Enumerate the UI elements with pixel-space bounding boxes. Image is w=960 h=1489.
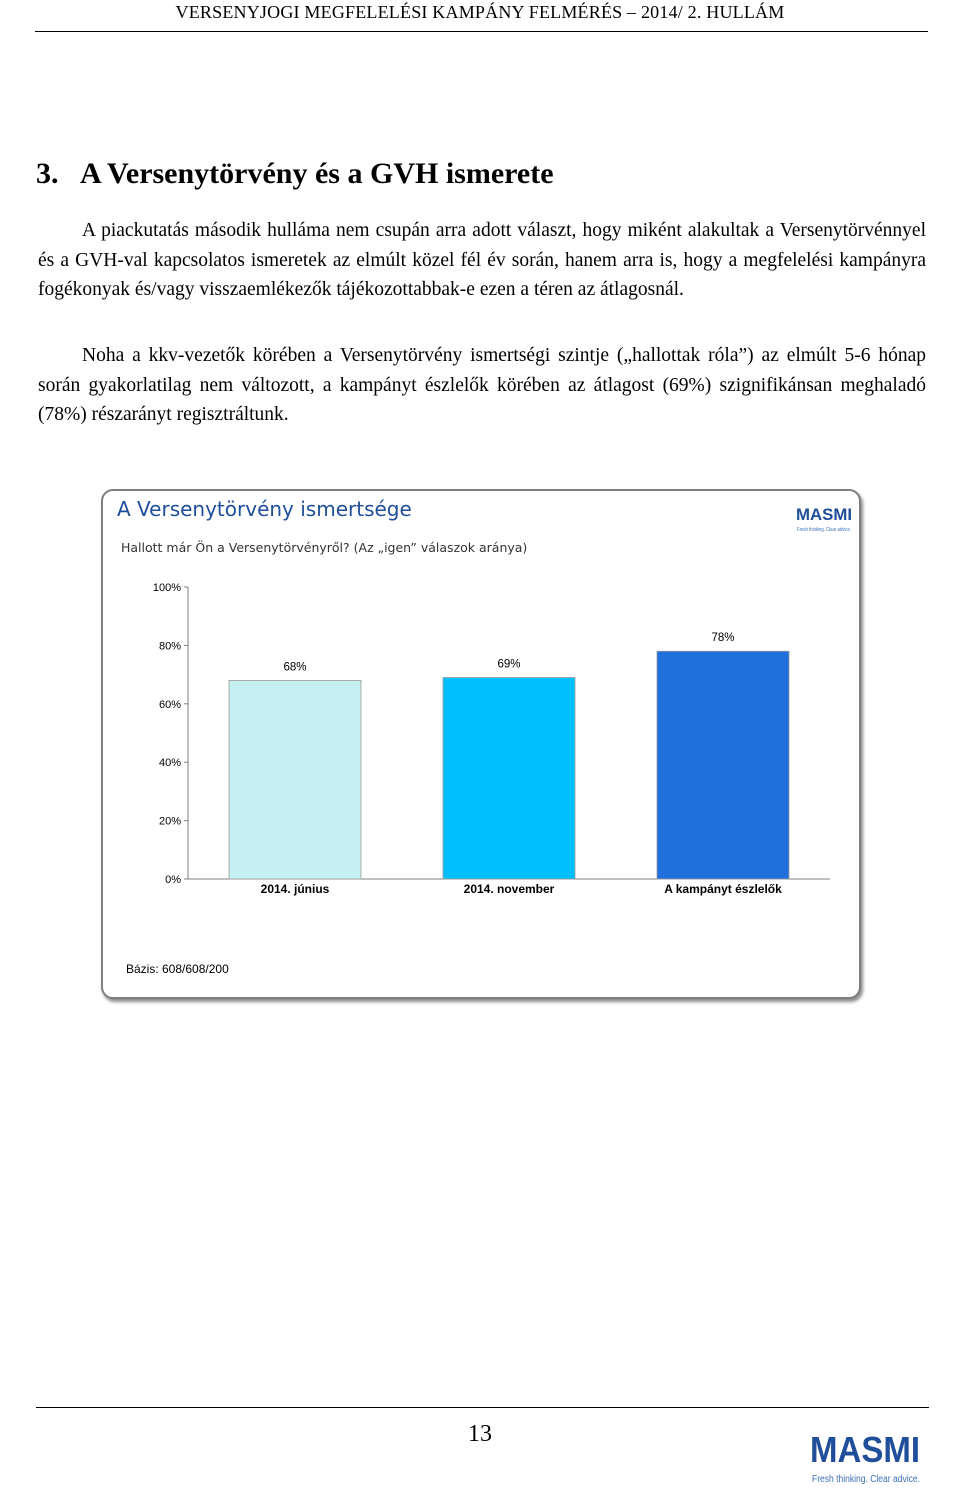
base-note: Bázis: 608/608/200 [126,962,229,976]
bar-data-label: 69% [497,658,521,671]
bar [229,680,361,879]
masmi-logo-small-wordmark: MASMI [796,505,852,524]
bar [657,651,789,879]
masmi-logo-small-tagline: Fresh thinking. Clear advice. [797,527,852,533]
section-title: A Versenytörvény és a GVH ismerete [80,157,554,190]
x-tick-label: A kampányt észlelők [664,882,782,896]
paragraph-findings: Noha a kkv-vezetők körében a Versenytörvény ismertségi szintje („hallottak róla”) az elmúlt 5-6 hónap során gyakorlatilag nem változott, a kampányt észlelők körében az átlagost (69%) szignifikánsan meghaladó (78%) részarányt regisztráltunk. [38,345,926,425]
x-tick-label: 2014. november [463,882,555,896]
y-tick-label: 0% [165,874,181,886]
chart-subtitle: Hallott már Ön a Versenytörvényről? (Az „igen” válaszok aránya) [121,540,528,555]
masmi-logo [808,1422,924,1486]
bar-data-label: 68% [283,661,307,674]
bar [443,678,575,879]
bar-data-label: 78% [711,632,735,645]
section-number: 3. [36,157,59,190]
y-tick-label: 20% [158,815,181,828]
page-number: 13 [468,1421,492,1447]
y-tick-label: 60% [158,698,181,711]
paragraph-intro: A piackutatás második hulláma nem csupán arra adott választ, hogy miként alakultak a Versenytörvénnyel és a GVH-val kapcsolatos ismeretek az elmúlt közel fél év során, hanem arra is, hogy a megfelelési kampányra fogékonyak és/vagy visszaemlékezők tájékozottabbak-e ezen a téren az átlagosnál. [38,220,926,300]
x-tick-label: 2014. június [260,882,330,896]
y-tick-label: 40% [158,757,181,770]
masmi-logo-wordmark: MASMI [810,1429,920,1470]
y-tick-label: 100% [152,582,181,594]
chart-title: A Versenytörvény ismertsége [117,497,412,521]
masmi-logo-tagline: Fresh thinking. Clear advice. [812,1474,920,1485]
y-tick-label: 80% [158,640,181,653]
footer-rule [36,1407,929,1408]
running-header: VERSENYJOGI MEGFELELÉSI KAMPÁNY FELMÉRÉS – 2014/ 2. HULLÁM [175,2,785,22]
